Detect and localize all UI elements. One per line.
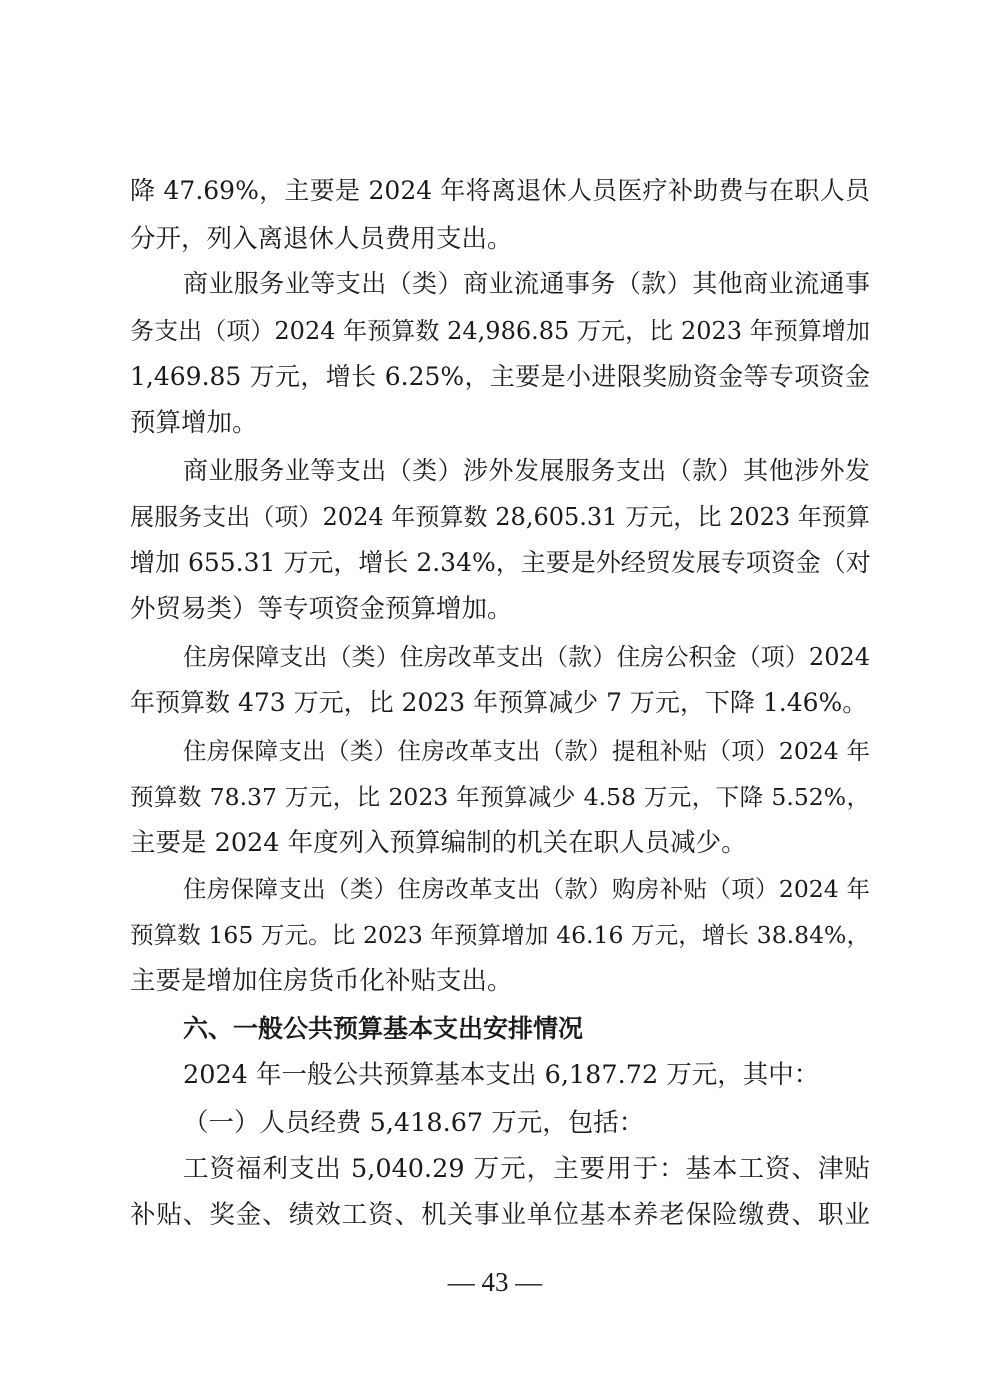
paragraph-line: 2024 年一般公共预算基本支出 6,187.72 万元，其中： <box>183 1060 820 1090</box>
paragraph-line: 住房保障支出（类）住房改革支出（款）住房公积金（项）2024 <box>183 643 870 671</box>
paragraph-line: 分开，列入离退休人员费用支出。 <box>130 224 513 254</box>
paragraph-line: 增加 655.31 万元，增长 2.34%，主要是外经贸发展专项资金（对 <box>130 548 871 577</box>
paragraph-line: 商业服务业等支出（类）商业流通事务（款）其他商业流通事 <box>183 269 870 298</box>
paragraph-line: 主要是 2024 年度列入预算编制的机关在职人员减少。 <box>130 828 747 858</box>
paragraph-line: 工资福利支出 5,040.29 万元，主要用于：基本工资、津贴 <box>183 1154 870 1184</box>
paragraph-line: 1,469.85 万元，增长 6.25%，主要是小进限奖励资金等专项资金 <box>130 362 870 391</box>
paragraph-line: 务支出（项）2024 年预算数 24,986.85 万元，比 2023 年预算增加 <box>130 317 870 345</box>
paragraph-line: 年预算数 473 万元，比 2023 年预算减少 7 万元，下降 1.46%。 <box>130 688 868 717</box>
paragraph-line: 住房保障支出（类）住房改革支出（款）购房补贴（项）2024 年 <box>183 875 870 903</box>
paragraph-line: 预算数 165 万元。比 2023 年预算增加 46.16 万元，增长 38.84%， <box>130 921 870 949</box>
paragraph-line: 住房保障支出（类）住房改革支出（款）提租补贴（项）2024 年 <box>183 737 870 765</box>
page-number: — 43 — <box>447 1267 543 1297</box>
paragraph-line: 展服务支出（项）2024 年预算数 28,605.31 万元，比 2023 年预算 <box>130 503 870 531</box>
paragraph-line: 预算增加。 <box>130 408 258 438</box>
paragraph-line: 预算数 78.37 万元，比 2023 年预算减少 4.58 万元，下降 5.52%， <box>130 783 870 811</box>
paragraph-line: 补贴、奖金、绩效工资、机关事业单位基本养老保险缴费、职业 <box>130 1200 870 1230</box>
paragraph-line: 商业服务业等支出（类）涉外发展服务支出（款）其他涉外发 <box>183 456 870 485</box>
paragraph-line: 外贸易类）等专项资金预算增加。 <box>130 594 513 624</box>
section-heading: 六、一般公共预算基本支出安排情况 <box>183 1014 584 1043</box>
paragraph-line: （一）人员经费 5,418.67 万元，包括： <box>183 1108 645 1138</box>
paragraph-line: 降 47.69%，主要是 2024 年将离退休人员医疗补助费与在职人员 <box>130 176 870 205</box>
paragraph-line: 主要是增加住房货币化补贴支出。 <box>130 966 513 996</box>
